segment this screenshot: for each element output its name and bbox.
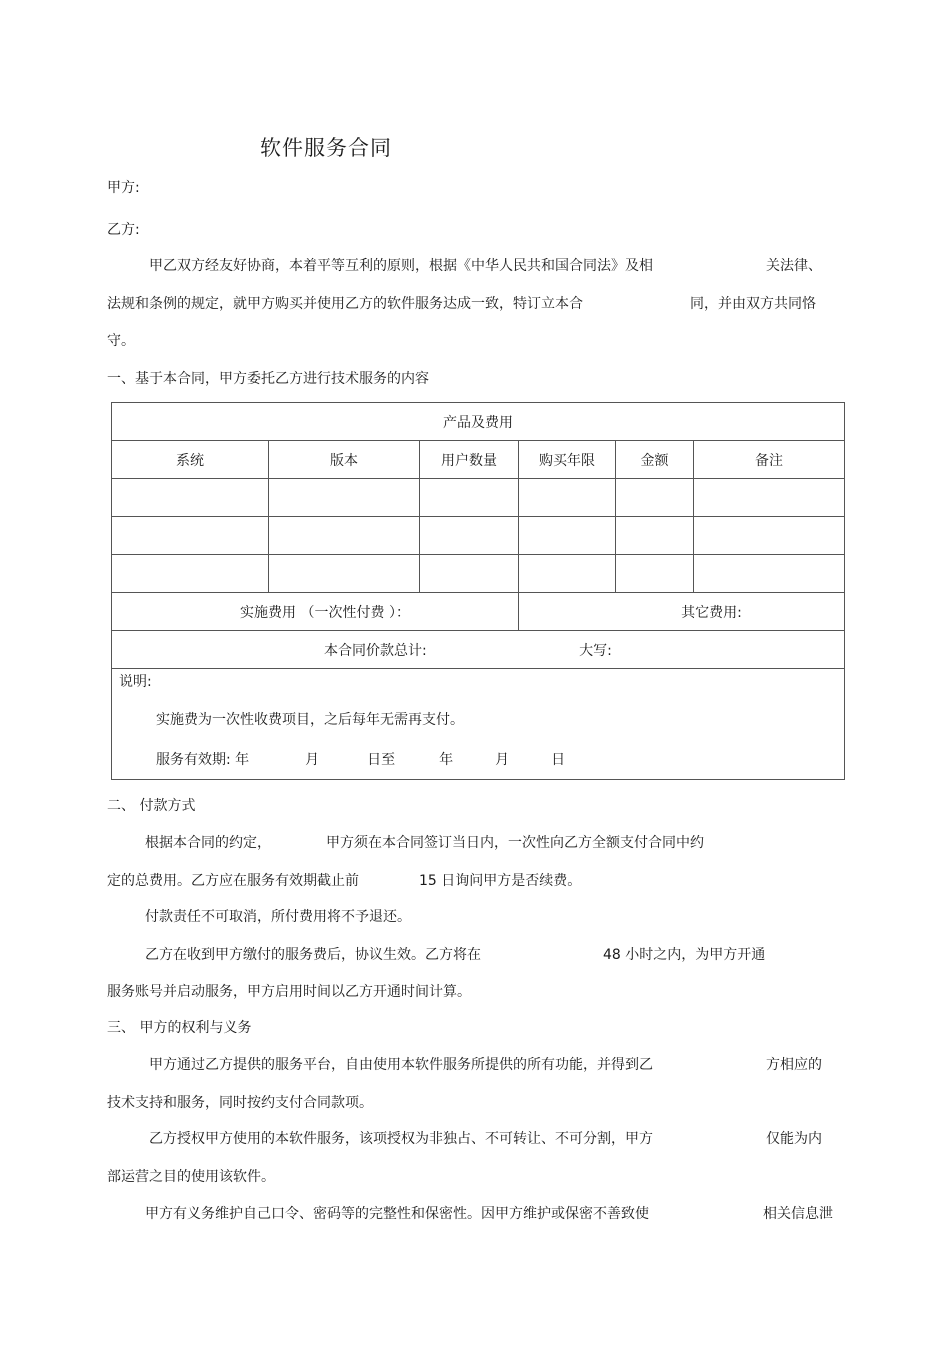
section-3-p2b: 仅能为内 [766,1131,822,1147]
validity-end-day: 日 [551,752,566,768]
section-2-p2: 付款责任不可取消，所付费用将不予退还。 [145,909,411,925]
table-cell [616,517,694,555]
note-label: 说明: [119,674,152,690]
table-cell [112,479,269,517]
validity-period [156,750,565,770]
table-cell [519,517,616,555]
section-2-p3a: 乙方在收到甲方缴付的服务费后，协议生效。乙方将在 [145,947,481,963]
validity-start-month: 月 [305,752,320,768]
header-remarks: 备注 [694,441,845,479]
section-3-p1c: 技术支持和服务，同时按约支付合同款项。 [107,1095,373,1111]
table-header-row [112,441,845,479]
section-3-p1b: 方相应的 [766,1057,822,1073]
intro-line-1b: 关法律、 [766,258,822,274]
section-3-heading: 三、 甲方的权利与义务 [107,1020,252,1036]
product-fee-table [111,402,845,780]
table-cell [694,555,845,593]
section-3-p2c: 部运营之目的使用该软件。 [107,1169,275,1185]
note-line-1: 实施费为一次性收费项目，之后每年无需再支付。 [156,712,464,728]
table-cell [519,555,616,593]
party-a-label: 甲方: [107,180,140,196]
section-2-p3c: 服务账号并启动服务，甲方启用时间以乙方开通时间计算。 [107,984,471,1000]
section-2-p3b: 48 小时之内，为甲方开通 [603,947,766,963]
validity-start-day-to: 日至 [367,752,396,768]
table-cell [269,555,420,593]
section-3-p3b: 相关信息泄 [763,1206,833,1222]
table-cell [616,479,694,517]
total-price-label: 本合同价款总计: [324,642,427,659]
table-cell [519,479,616,517]
table-cell [112,517,269,555]
validity-start-year: 服务有效期: 年 [156,752,250,768]
section-3-p2a: 乙方授权甲方使用的本软件服务，该项授权为非独占、不可转让、不可分割，甲方 [149,1131,653,1147]
intro-line-3: 守。 [107,333,135,349]
party-b-label: 乙方: [107,222,140,238]
validity-end-month: 月 [495,752,510,768]
table-title: 产品及费用 [112,403,845,441]
note-cell [112,669,845,780]
table-row [112,479,845,517]
intro-line-2b: 同，并由双方共同恪 [690,296,816,312]
table-cell [112,555,269,593]
header-purchase-years: 购买年限 [519,441,616,479]
header-amount: 金额 [616,441,694,479]
table-cell [694,479,845,517]
fee-row [112,593,845,631]
header-version: 版本 [269,441,420,479]
header-system: 系统 [112,441,269,479]
table-cell [420,479,519,517]
section-2-heading: 二、 付款方式 [107,798,196,814]
section-3-p3a: 甲方有义务维护自己口令、密码等的完整性和保密性。因甲方维护或保密不善致使 [145,1206,649,1222]
table-cell [420,517,519,555]
capital-amount-label: 大写: [579,642,612,659]
note-row [112,669,845,780]
intro-line-1a: 甲乙双方经友好协商，本着平等互利的原则，根据《中华人民共和国合同法》及相 [149,258,653,274]
section-2-p1b: 甲方须在本合同签订当日内，一次性向乙方全额支付合同中约 [326,835,704,851]
contract-title: 软件服务合同 [260,136,392,160]
table-cell [694,517,845,555]
section-1-heading: 一、基于本合同，甲方委托乙方进行技术服务的内容 [107,371,429,387]
other-fee-label: 其它费用: [519,593,845,631]
section-2-p1c-b: 15 日询问甲方是否续费。 [419,873,582,889]
table-cell [269,479,420,517]
intro-line-2a: 法规和条例的规定，就甲方购买并使用乙方的软件服务达成一致，特订立本合 [107,296,583,312]
table-cell [269,517,420,555]
implementation-fee-label: 实施费用 （一次性付费 ）： [112,593,519,631]
section-2-p1c-a: 定的总费用。乙方应在服务有效期截止前 [107,873,359,889]
section-3-p1a: 甲方通过乙方提供的服务平台，自由使用本软件服务所提供的所有功能，并得到乙 [149,1057,653,1073]
table-row [112,517,845,555]
validity-end-year: 年 [439,752,454,768]
section-2-p1a: 根据本合同的约定， [145,835,271,851]
total-row [112,631,845,669]
table-cell [420,555,519,593]
table-cell [616,555,694,593]
table-row [112,555,845,593]
header-user-count: 用户数量 [420,441,519,479]
